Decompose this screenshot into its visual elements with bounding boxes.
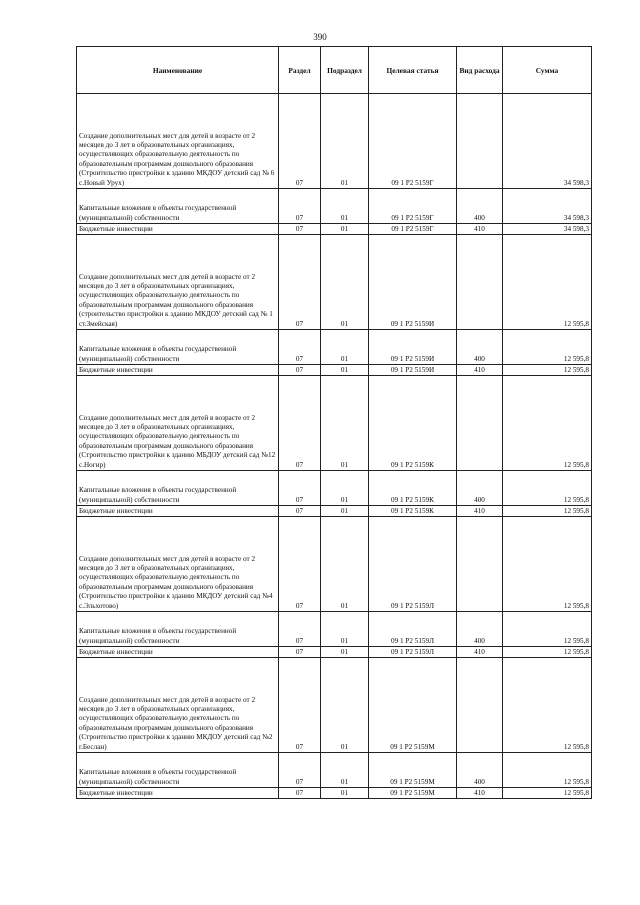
cell-target: 09 1 Р2 5159И	[369, 365, 457, 376]
table-row	[77, 753, 592, 788]
table-row	[77, 517, 592, 612]
cell-subsection: 01	[321, 330, 369, 365]
cell-section: 07	[279, 647, 321, 658]
cell-amount: 12 595,8	[503, 365, 592, 376]
cell-subsection: 01	[321, 376, 369, 471]
cell-section: 07	[279, 471, 321, 506]
cell-section: 07	[279, 365, 321, 376]
page-number: 390	[313, 32, 327, 42]
cell-section: 07	[279, 94, 321, 189]
table-row	[77, 189, 592, 224]
cell-subsection: 01	[321, 647, 369, 658]
table-row	[77, 330, 592, 365]
cell-subsection: 01	[321, 224, 369, 235]
cell-section: 07	[279, 788, 321, 799]
cell-amount: 12 595,8	[503, 235, 592, 330]
cell-amount: 12 595,8	[503, 647, 592, 658]
cell-section: 07	[279, 330, 321, 365]
table-row	[77, 471, 592, 506]
cell-amount: 12 595,8	[503, 471, 592, 506]
table-row	[77, 235, 592, 330]
cell-name: Бюджетные инвестиции	[77, 224, 279, 235]
cell-expense-type	[457, 376, 503, 471]
cell-expense-type: 410	[457, 647, 503, 658]
cell-subsection: 01	[321, 94, 369, 189]
cell-expense-type: 400	[457, 471, 503, 506]
cell-expense-type: 410	[457, 506, 503, 517]
table-row	[77, 224, 592, 235]
cell-subsection: 01	[321, 189, 369, 224]
cell-name: Капитальные вложения в объекты государственной (муниципальной) собственности	[77, 189, 279, 224]
cell-subsection: 01	[321, 365, 369, 376]
column-header-amount: Сумма	[503, 47, 592, 94]
cell-name: Создание дополнительных мест для детей в возрасте от 2 месяцев до 3 лет в образовательных организациях, осуществляющих образовательную деятельность по образовательным программам дошкольного образования (строительство пристройки к зданию МКДОУ детский сад № 1 ст.Змейская)	[77, 235, 279, 330]
cell-subsection: 01	[321, 788, 369, 799]
cell-section: 07	[279, 612, 321, 647]
table-row	[77, 658, 592, 753]
column-header-name: Наименование	[77, 47, 279, 94]
cell-name: Капитальные вложения в объекты государственной (муниципальной) собственности	[77, 612, 279, 647]
cell-section: 07	[279, 189, 321, 224]
cell-name: Бюджетные инвестиции	[77, 506, 279, 517]
cell-section: 07	[279, 235, 321, 330]
cell-section: 07	[279, 224, 321, 235]
cell-target: 09 1 Р2 5159М	[369, 658, 457, 753]
cell-target: 09 1 Р2 5159М	[369, 753, 457, 788]
table-row	[77, 788, 592, 799]
cell-expense-type	[457, 658, 503, 753]
table-header-row	[77, 47, 592, 94]
cell-expense-type: 400	[457, 612, 503, 647]
cell-target: 09 1 Р2 5159К	[369, 376, 457, 471]
cell-target: 09 1 Р2 5159Л	[369, 612, 457, 647]
cell-expense-type	[457, 94, 503, 189]
cell-subsection: 01	[321, 612, 369, 647]
cell-subsection: 01	[321, 753, 369, 788]
cell-amount: 12 595,8	[503, 788, 592, 799]
cell-target: 09 1 Р2 5159Л	[369, 517, 457, 612]
cell-expense-type	[457, 235, 503, 330]
cell-name: Бюджетные инвестиции	[77, 647, 279, 658]
cell-expense-type: 400	[457, 189, 503, 224]
cell-name: Создание дополнительных мест для детей в возрасте от 2 месяцев до 3 лет в образовательных организациях, осуществляющих образовательную деятельность по образовательным программам дошкольного образования (Строительство пристройки к зданию МКДОУ детский сад №2 г.Беслан)	[77, 658, 279, 753]
cell-target: 09 1 Р2 5159К	[369, 471, 457, 506]
cell-expense-type: 400	[457, 753, 503, 788]
cell-amount: 12 595,8	[503, 330, 592, 365]
cell-section: 07	[279, 753, 321, 788]
cell-name: Бюджетные инвестиции	[77, 365, 279, 376]
cell-expense-type: 410	[457, 788, 503, 799]
cell-amount: 12 595,8	[503, 612, 592, 647]
cell-target: 09 1 Р2 5159Л	[369, 647, 457, 658]
cell-section: 07	[279, 517, 321, 612]
cell-amount: 12 595,8	[503, 517, 592, 612]
cell-subsection: 01	[321, 506, 369, 517]
cell-expense-type: 410	[457, 365, 503, 376]
cell-amount: 34 598,3	[503, 224, 592, 235]
cell-name: Капитальные вложения в объекты государственной (муниципальной) собственности	[77, 471, 279, 506]
column-header-section: Раздел	[279, 47, 321, 94]
cell-target: 09 1 Р2 5159Г	[369, 94, 457, 189]
table-row	[77, 94, 592, 189]
table-row	[77, 647, 592, 658]
cell-amount: 12 595,8	[503, 753, 592, 788]
cell-amount: 12 595,8	[503, 506, 592, 517]
cell-expense-type	[457, 517, 503, 612]
table-row	[77, 506, 592, 517]
cell-name: Создание дополнительных мест для детей в возрасте от 2 месяцев до 3 лет в образовательных организациях, осуществляющих образовательную деятельность по образовательным программам дошкольного образования (Строительство пристройки к зданию МКДОУ детский сад № 6 с.Новый Урух)	[77, 94, 279, 189]
table-row	[77, 365, 592, 376]
cell-target: 09 1 Р2 5159И	[369, 330, 457, 365]
cell-subsection: 01	[321, 235, 369, 330]
table-row	[77, 612, 592, 647]
cell-amount: 34 598,3	[503, 189, 592, 224]
table-row	[77, 376, 592, 471]
cell-amount: 34 598,3	[503, 94, 592, 189]
cell-subsection: 01	[321, 517, 369, 612]
cell-section: 07	[279, 376, 321, 471]
column-header-subsection: Подраздел	[321, 47, 369, 94]
cell-amount: 12 595,8	[503, 376, 592, 471]
cell-target: 09 1 Р2 5159Г	[369, 189, 457, 224]
cell-target: 09 1 Р2 5159М	[369, 788, 457, 799]
cell-expense-type: 410	[457, 224, 503, 235]
cell-name: Создание дополнительных мест для детей в возрасте от 2 месяцев до 3 лет в образовательных организациях, осуществляющих образовательную деятельность по образовательным программам дошкольного образования (Строительство пристройки к зданию МБДОУ детский сад №12 с.Ногир)	[77, 376, 279, 471]
cell-name: Капитальные вложения в объекты государственной (муниципальной) собственности	[77, 330, 279, 365]
cell-target: 09 1 Р2 5159Г	[369, 224, 457, 235]
cell-target: 09 1 Р2 5159И	[369, 235, 457, 330]
cell-subsection: 01	[321, 658, 369, 753]
column-header-expense-type: Вид расхода	[457, 47, 503, 94]
cell-section: 07	[279, 658, 321, 753]
column-header-target: Целевая статья	[369, 47, 457, 94]
cell-amount: 12 595,8	[503, 658, 592, 753]
cell-subsection: 01	[321, 471, 369, 506]
table-body	[77, 94, 592, 799]
cell-expense-type: 400	[457, 330, 503, 365]
budget-table	[76, 46, 592, 799]
cell-name: Создание дополнительных мест для детей в возрасте от 2 месяцев до 3 лет в образовательных организациях, осуществляющих образовательную деятельность по образовательным программам дошкольного образования (Строительство пристройки к зданию МКДОУ детский сад №4 с.Эльхотово)	[77, 517, 279, 612]
cell-section: 07	[279, 506, 321, 517]
cell-target: 09 1 Р2 5159К	[369, 506, 457, 517]
cell-name: Капитальные вложения в объекты государственной (муниципальной) собственности	[77, 753, 279, 788]
cell-name: Бюджетные инвестиции	[77, 788, 279, 799]
